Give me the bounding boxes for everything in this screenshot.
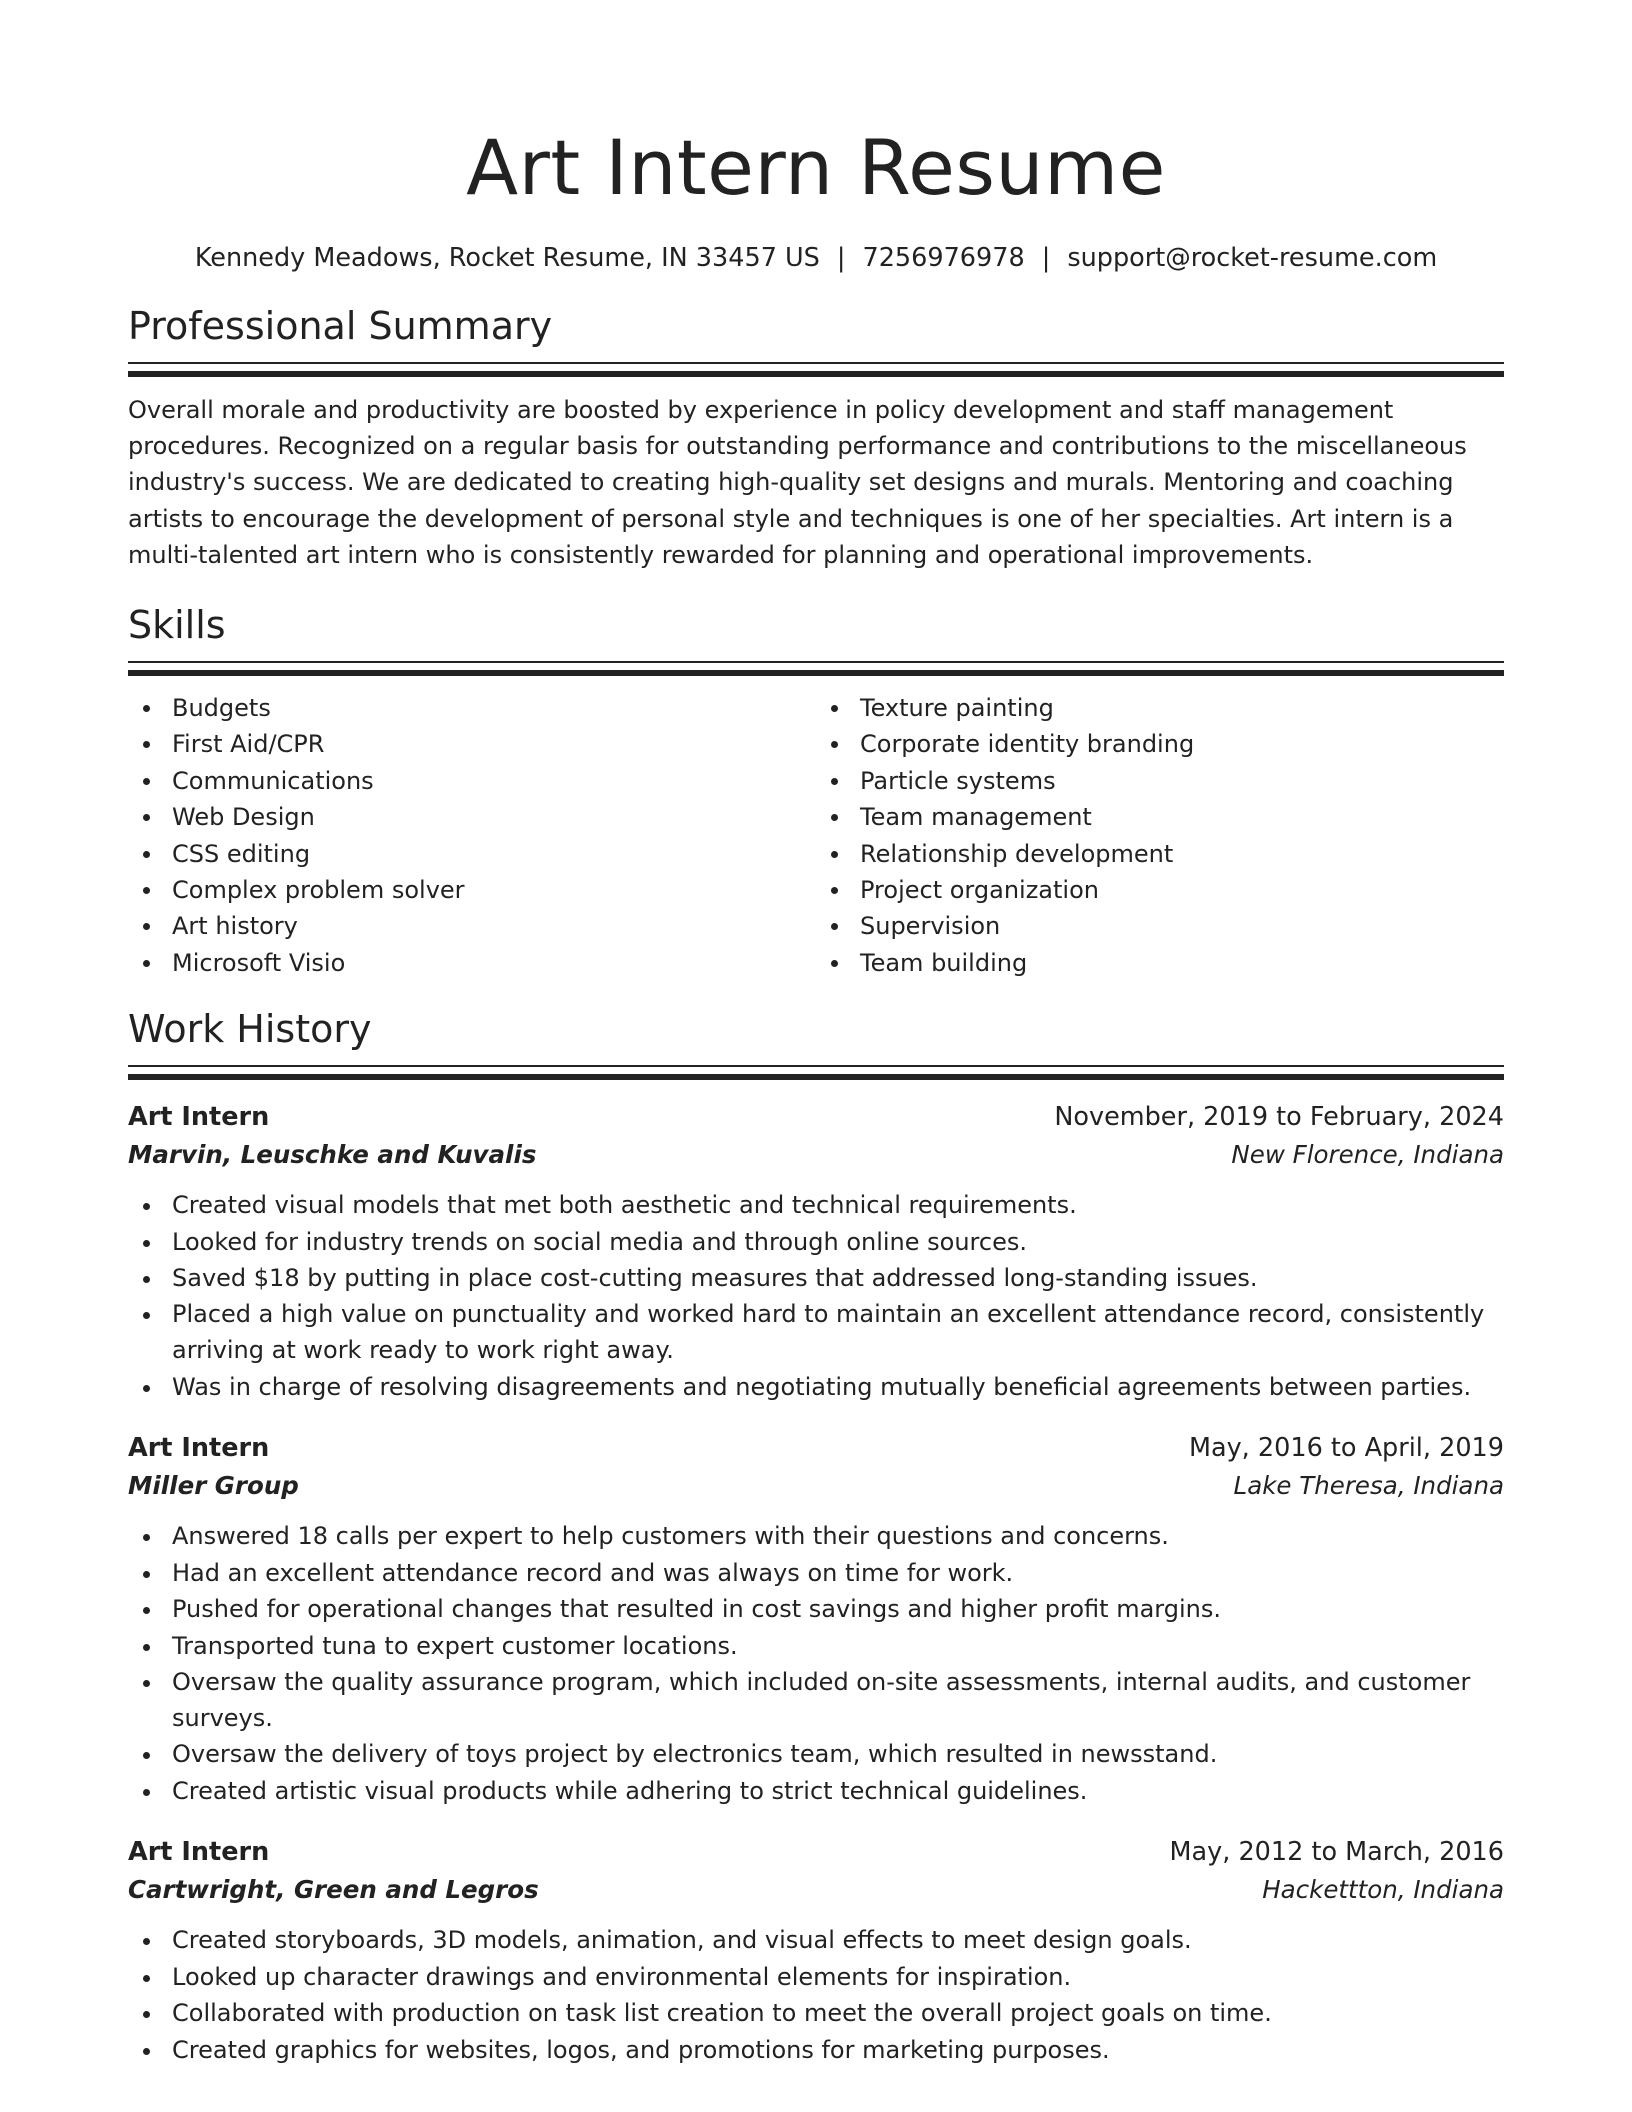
job-duty-item: Transported tuna to expert customer locations. [172, 1629, 1504, 1665]
section-rule [128, 661, 1504, 663]
job-company: Cartwright, Green and Legros [128, 1875, 539, 1905]
job-entry [128, 1098, 1504, 1405]
job-company-row [128, 1467, 1504, 1505]
job-location: New Florence, Indiana [1231, 1140, 1504, 1170]
job-company-row [128, 1136, 1504, 1174]
section-rule [128, 362, 1504, 364]
skill-item: Texture painting [860, 690, 1504, 726]
skills-section [128, 601, 1504, 981]
work-history-section [128, 1005, 1504, 2068]
section-rule [128, 1065, 1504, 1067]
job-duty-item: Created visual models that met both aesthetic and technical requirements. [172, 1188, 1504, 1224]
job-dates: November, 2019 to February, 2024 [1054, 1102, 1504, 1133]
job-entry [128, 1429, 1504, 1809]
job-duty-item: Created storyboards, 3D models, animation, and visual effects to meet design goals. [172, 1923, 1504, 1959]
skill-item: Microsoft Visio [172, 945, 816, 981]
skill-item: Corporate identity branding [860, 726, 1504, 762]
job-duty-item: Looked for industry trends on social media and through online sources. [172, 1225, 1504, 1261]
skill-item: Communications [172, 763, 816, 799]
job-duty-item: Pushed for operational changes that resulted in cost savings and higher profit margins. [172, 1592, 1504, 1628]
section-rule-thick [128, 1074, 1504, 1080]
job-duty-item: Answered 18 calls per expert to help customers with their questions and concerns. [172, 1519, 1504, 1555]
job-title: Art Intern [128, 1102, 270, 1133]
section-rule-thick [128, 371, 1504, 377]
skills-list-left [128, 690, 816, 981]
job-duty-item: Created graphics for websites, logos, and promotions for marketing purposes. [172, 2033, 1504, 2069]
skill-item: Supervision [860, 908, 1504, 944]
skill-item: Web Design [172, 799, 816, 835]
summary-text: Overall morale and productivity are boosted by experience in policy development and staff management procedures. Recognized on a regular basis for outstanding performance and contributions to the miscellaneous industry's success. We are dedicated to creating high-quality set designs and murals. Mentoring and coaching artists to encourage the development of personal style and techniques is one of her specialties. Art intern is a multi-talented art intern who is consistently rewarded for planning and operational improvements. [128, 396, 1467, 569]
job-title: Art Intern [128, 1433, 270, 1464]
job-duty-item: Oversaw the delivery of toys project by electronics team, which resulted in newsstand. [172, 1737, 1504, 1773]
skill-item: Complex problem solver [172, 872, 816, 908]
summary-section [128, 302, 1504, 573]
section-rule-thick [128, 670, 1504, 676]
skill-item: First Aid/CPR [172, 726, 816, 762]
contact-separator: | [1041, 243, 1051, 273]
skill-item: Budgets [172, 690, 816, 726]
job-duties-list [128, 1519, 1504, 1809]
section-heading-skills: Skills [128, 603, 226, 648]
skill-item: Team management [860, 799, 1504, 835]
job-duty-item: Was in charge of resolving disagreements and negotiating mutually beneficial agreements between parties. [172, 1370, 1504, 1406]
job-duty-item: Created artistic visual products while adhering to strict technical guidelines. [172, 1774, 1504, 1810]
skill-item: Particle systems [860, 763, 1504, 799]
job-dates: May, 2016 to April, 2019 [1188, 1433, 1504, 1464]
job-header-row [128, 1429, 1504, 1467]
job-duty-item: Oversaw the quality assurance program, which included on-site assessments, internal audits, and customer surveys. [172, 1665, 1504, 1737]
contact-address: Kennedy Meadows, Rocket Resume, IN 33457 US [194, 243, 820, 273]
skill-item: CSS editing [172, 836, 816, 872]
contact-separator: | [836, 243, 846, 273]
job-list [128, 1098, 1504, 2068]
section-heading-work-history: Work History [128, 1007, 372, 1052]
skill-item: Relationship development [860, 836, 1504, 872]
job-duty-item: Collaborated with production on task list creation to meet the overall project goals on time. [172, 1996, 1504, 2032]
resume-title: Art Intern Resume [466, 123, 1166, 212]
job-duty-item: Had an excellent attendance record and was always on time for work. [172, 1556, 1504, 1592]
job-duty-item: Looked up character drawings and environmental elements for inspiration. [172, 1960, 1504, 1996]
job-company: Miller Group [128, 1471, 299, 1501]
contact-line [128, 240, 1504, 276]
skill-item: Project organization [860, 872, 1504, 908]
job-title: Art Intern [128, 1837, 270, 1868]
job-header-row [128, 1098, 1504, 1136]
section-heading-summary: Professional Summary [128, 304, 553, 348]
job-location: Lake Theresa, Indiana [1233, 1471, 1504, 1501]
skill-item: Art history [172, 908, 816, 944]
contact-phone: 7256976978 [862, 243, 1025, 273]
job-company-row [128, 1871, 1504, 1909]
job-duties-list [128, 1923, 1504, 2068]
job-duty-item: Saved $18 by putting in place cost-cutting measures that addressed long-standing issues. [172, 1261, 1504, 1297]
job-duties-list [128, 1188, 1504, 1405]
skill-item: Team building [860, 945, 1504, 981]
skills-columns [128, 690, 1504, 981]
job-header-row [128, 1833, 1504, 1871]
job-entry [128, 1833, 1504, 2068]
job-dates: May, 2012 to March, 2016 [1169, 1837, 1504, 1868]
job-duty-item: Placed a high value on punctuality and worked hard to maintain an excellent attendance record, consistently arriving at work ready to work right away. [172, 1297, 1504, 1369]
contact-email: support@rocket-resume.com [1067, 243, 1438, 273]
skills-list-right [816, 690, 1504, 981]
job-company: Marvin, Leuschke and Kuvalis [128, 1140, 537, 1170]
job-location: Hackettton, Indiana [1262, 1875, 1504, 1905]
